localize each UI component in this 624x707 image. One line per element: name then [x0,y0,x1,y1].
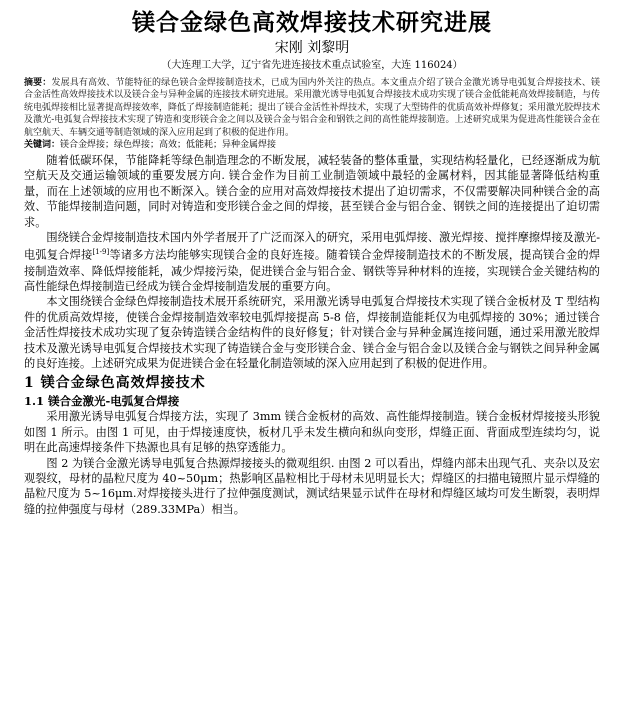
section-1-1-heading: 1.1 镁合金激光-电弧复合焊接 [24,394,180,409]
abstract-text: 发展具有高效、节能特征的绿色镁合金焊接制造技术，已成为国内外关注的热点。本文重点介绍了镁合金激光诱导电弧复合焊接技术、镁合金活性高效焊接技术以及镁合金与异种金属的连接技术研究进展。采用激光诱导电弧复合焊接技术成功实现了镁合金低能耗高效焊接制造，与传统电弧焊接相比显著提高焊接效率，降低了焊接制造能耗；提出了镁合金活性补焊技术，实现了大型铸件的优质高效补焊修复；采用激光胶焊技术及激光-电弧复合焊接技术实现了铸造和变形镁合金之间以及镁合金与铝合金和钢铁之间的高性能焊接制造。上述研究成果为促进高性能镁合金在航空航天、车辆交通等制造领域的深入应用起到了积极的促进作用。 [24,78,601,138]
section-1-heading: 1 镁合金绿色高效焊接技术 [24,375,206,392]
section-1-1-paragraph-2: 图 2 为镁合金激光诱导电弧复合热源焊接接头的微观组织. 由图 2 可以看出，焊缝内部未出现气孔、夹杂以及宏观裂纹，母材的晶粒尺度为 40~50μm；热影响区晶粒相比于母材未见明显长大；焊缝区的扫描电镜照片显示焊缝的晶粒尺度为 5~16μm.对焊接接头进行了拉伸强度测试，测试结果显示试件在母材和焊缝区域均可发生断裂，表明焊缝的拉伸强度与母材（289.33MPa）相当。 [24,456,600,516]
abstract-label: 摘要： [24,78,52,88]
intro-paragraph-3: 本文围绕镁合金绿色焊接制造技术展开系统研究，采用激光诱导电弧复合焊接技术实现了镁合金板材及 T 型结构件的优质高效焊接，使镁合金焊接制造效率较电弧焊接提高 5-8 倍，焊接制造能耗仅为电弧焊接的 30%；通过镁合金活性焊接技术成功实现了复杂铸造镁合金结构件的良好修复；针对镁合金与异种金属连接问题，通过采用激光胶焊技术及激光诱导电弧复合焊接技术实现了铸造镁合金与变形镁合金、镁合金与铝合金以及镁合金与钢铁之间异种金属的良好连接。上述研究成果为促进镁合金在轻量化制造领域的深入应用起到了积极的促进作用。 [24,295,600,371]
intro-paragraph-1: 随着低碳环保，节能降耗等绿色制造理念的不断发展，减轻装备的整体重量，实现结构轻量化，已经逐渐成为航空航天及交通运输领域的重要发展方向. 镁合金作为目前工业制造领域中最轻的金属材料，因其能显著降低结构重量，而在上述领域的应用也不断深入。镁合金的应用对高效焊接技术提出了迫切需求，不仅需要解决同种镁合金的高效、节能焊接制造问题，同时对铸造和变形镁合金之间的焊接，甚至镁合金与铝合金、钢铁之间的连接提出了迫切需求。 [24,154,600,229]
section-1-1-paragraph-1: 采用激光诱导电弧复合焊接方法，实现了 3mm 镁合金板材的高效、高性能焊接制造。镁合金板材焊接接头形貌如图 1 所示。由图 1 可见，由于焊接速度快，板材几乎未发生横向和纵向变形，焊缝正面、背面成型连续均匀，说明在此高速焊接条件下热源也具有足够的热穿透能力。 [24,410,600,455]
abstract [24,77,600,139]
citation: [1-9] [92,248,110,257]
keywords [24,139,600,152]
keywords-label: 关键词： [24,140,61,151]
paper-title: 镁合金绿色高效焊接技术研究进展 [132,9,492,36]
intro-paragraph-2-part-b: 等诸多方法均能够实现镁合金的良好连接。随着镁合金焊接制造技术的不断发展，提高镁合金的焊接制造效率、降低焊接能耗，减少焊接污染，促进镁合金与铝合金、钢铁等异种材料的连接，实现镁合金关键结构的高性能绿色焊接制造已经成为镁合金焊接制造发展的重要方向。 [24,249,600,294]
keywords-text: 镁合金焊接；绿色焊接；高效；低能耗；异种金属焊接 [60,140,277,151]
intro-paragraph-2-part-a: 围绕镁合金焊接制造技术国内外学者展开了广泛而深入的研究，采用电弧焊接、激光焊接、搅拌摩擦焊接及激光-电弧复合焊接 [24,231,600,263]
paper-affiliation: （大连理工大学，辽宁省先进连接技术重点试验室，大连 116024） [161,60,463,71]
paper-authors: 宋刚 刘黎明 [274,40,350,56]
intro-paragraph-2 [24,230,600,294]
